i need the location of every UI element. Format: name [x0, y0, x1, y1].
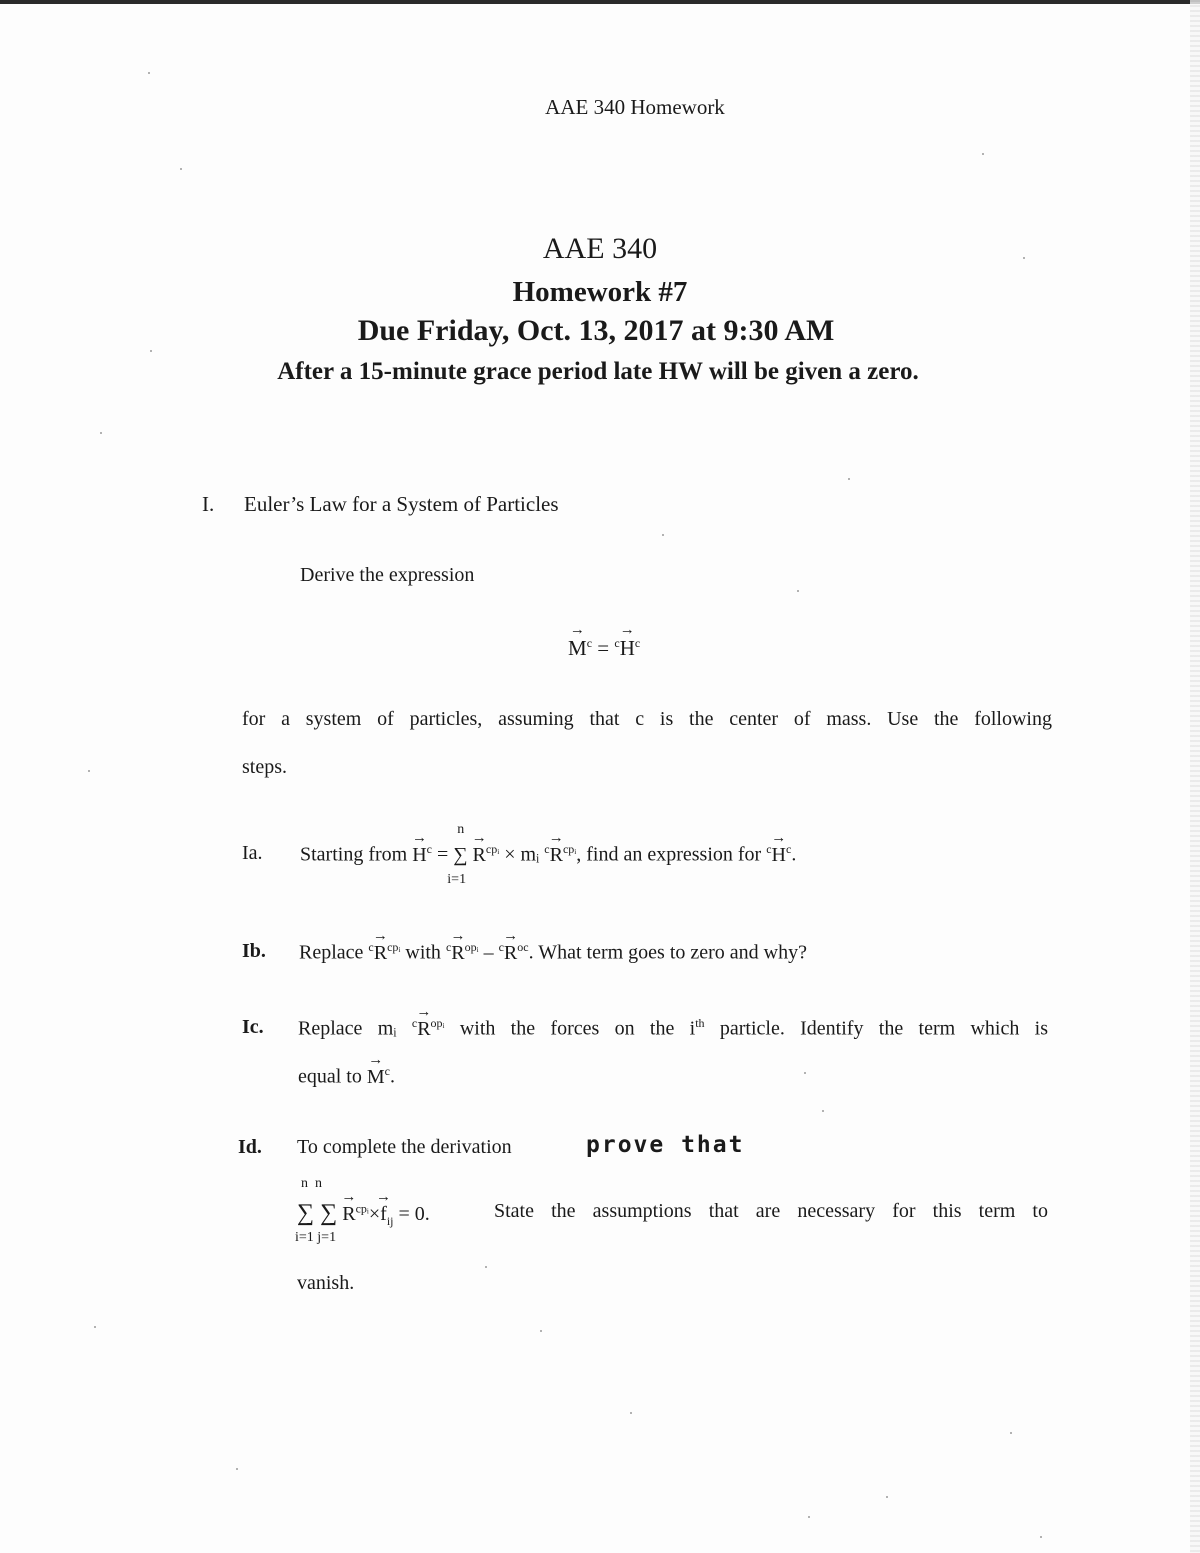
- derive-instruction: Derive the expression: [300, 564, 475, 586]
- scan-speck: [822, 1110, 824, 1112]
- scan-speck: [100, 432, 102, 434]
- scan-speck: [630, 1412, 632, 1414]
- part-label-ic: Ic.: [242, 1016, 264, 1038]
- part-id-text: To complete the derivation: [297, 1136, 512, 1158]
- scan-speck: [797, 590, 799, 592]
- scan-speck: [236, 1468, 238, 1470]
- course-title: AAE 340: [542, 232, 658, 265]
- scan-speck: [848, 478, 850, 480]
- scan-speck: [485, 1266, 487, 1268]
- angular-momentum-dot-symbol: → H: [620, 636, 635, 661]
- body-paragraph-end: steps.: [242, 756, 287, 778]
- scan-speck: [886, 1496, 888, 1498]
- scan-speck: [94, 1326, 96, 1328]
- section-number: I.: [202, 492, 215, 516]
- scan-speck: [804, 1072, 806, 1074]
- assignment-title: Homework #7: [512, 276, 688, 308]
- part-ia-text: Starting from → $H^c$ = n ∑ i=1 → $R^{cpᵢ}$ × mᵢ $^c\to R^{cpᵢ}$, find an expression for $^c\to H^c$.: [300, 842, 796, 867]
- scan-speck: [150, 350, 152, 352]
- main-equation: → $M^c = ^c\to H^c$: [568, 636, 640, 661]
- body-paragraph: for a system of particles, assuming that c is the center of mass. Use the following: [242, 708, 1052, 730]
- scan-speck: [88, 770, 90, 772]
- scan-speck: [540, 1330, 542, 1332]
- scan-speck: [148, 72, 150, 74]
- due-date: Due Friday, Oct. 13, 2017 at 9:30 AM: [357, 314, 835, 347]
- part-label-ia: Ia.: [242, 842, 263, 864]
- scan-speck: [1010, 1432, 1012, 1434]
- late-policy: After a 15-minute grace period late HW will be given a zero.: [277, 358, 919, 385]
- handwritten-note: prove that: [586, 1132, 745, 1158]
- scan-speck: [1023, 257, 1025, 259]
- part-id-text-line2: State the assumptions that are necessary for this term to: [494, 1200, 1048, 1222]
- scan-speck: [808, 1516, 810, 1518]
- section-title: Euler’s Law for a System of Particles: [244, 492, 559, 516]
- scan-speck: [982, 153, 984, 155]
- scan-speck: [1040, 1536, 1042, 1538]
- part-label-id: Id.: [238, 1136, 262, 1158]
- part-ic-text: Replace mᵢ $^c\to R^{opᵢ}$ with the forces on the $i^{th}$ particle. Identify the term which is: [298, 1016, 1048, 1041]
- scan-speck: [180, 168, 182, 170]
- part-ic-text-line2: equal to → $M^c$.: [298, 1064, 395, 1089]
- running-header: AAE 340 Homework: [545, 95, 725, 119]
- moment-symbol: → M: [568, 636, 587, 661]
- part-id-text-line3: vanish.: [297, 1272, 355, 1294]
- part-label-ib: Ib.: [242, 940, 266, 962]
- part-ib-text: Replace $^c\to R^{cpᵢ}$ with $^c\to R^{opᵢ} - ^c\to R^{oc}$. What term goes to zero and why?: [299, 940, 807, 965]
- scan-speck: [662, 534, 664, 536]
- scan-top-border: [0, 0, 1200, 4]
- part-id-equation: n n ∑ ∑ i=1 j=1 → $R^{cpᵢ}\times\to f_{ij} = 0$.: [297, 1200, 430, 1229]
